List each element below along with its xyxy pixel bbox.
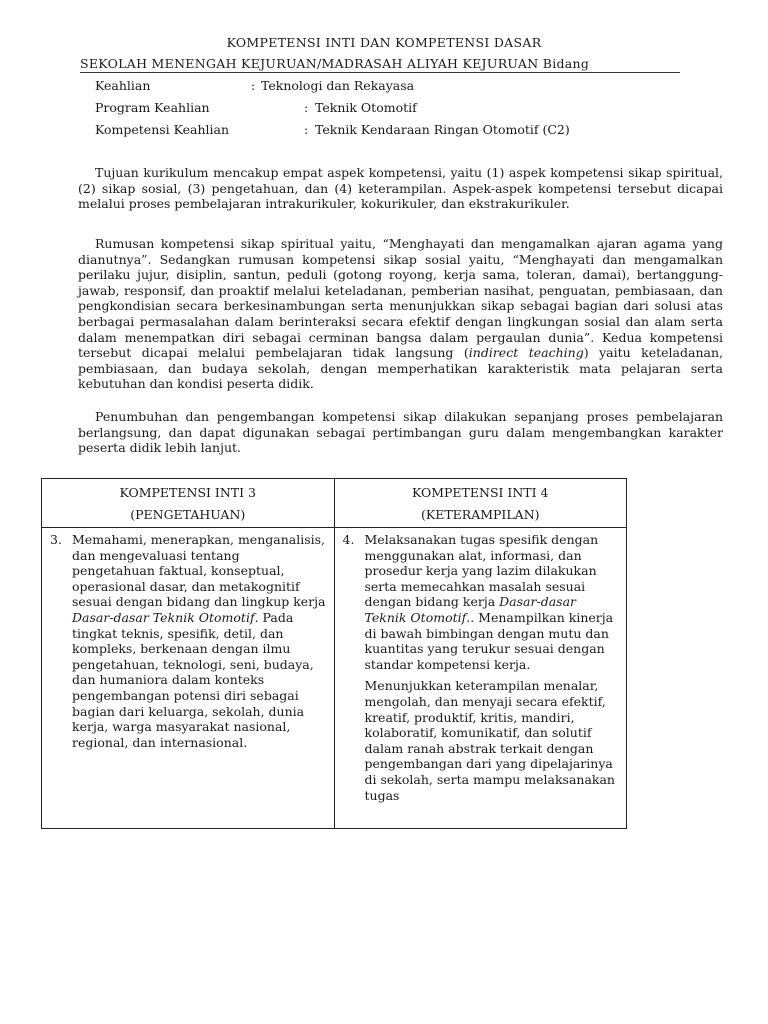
cell-text-part: Memahami, menerapkan, menganalisis, dan mengevaluasi tentang pengetahuan faktual, konseptual, operasional dasar, dan metakognitif sesuai dengan bidang dan lingkup kerja bbox=[72, 532, 326, 610]
cell-text-emphasis: Dasar-dasar Teknik Otomotif bbox=[364, 594, 576, 625]
meta-value: Teknologi dan Rekayasa bbox=[261, 78, 415, 93]
paragraph-penumbuhan: Penumbuhan dan pengembangan kompetensi sikap dilakukan sepanjang proses pembelajaran berlangsung, dan dapat digunakan sebagai pertimbangan guru dalam mengembangkan karakter peserta didik lebih lanjut. bbox=[78, 409, 723, 456]
document-subtitle: SEKOLAH MENENGAH KEJURUAN/MADRASAH ALIYAH KEJURUAN Bidang bbox=[80, 56, 590, 71]
header-subtitle: (KETERAMPILAN) bbox=[420, 507, 540, 522]
cell-text bbox=[365, 532, 619, 672]
kompetensi-inti-table bbox=[41, 478, 627, 829]
item-number: 4. bbox=[342, 532, 355, 547]
cell-text-emphasis: Dasar-dasar Teknik Otomotif bbox=[72, 609, 255, 625]
title-underline bbox=[80, 72, 680, 73]
paragraph-emphasis: indirect teaching bbox=[468, 345, 584, 361]
cell-text-second: Menunjukkan keterampilan menalar, mengolah, dan menyaji secara efektif, kreatif, produktif, kritis, mandiri, kolaboratif, komunikatif, dan solutif dalam ranah abstrak terkait dengan pengembangan dari yang dipelajarinya di sekolah, serta mampu melaksanakan tugas bbox=[364, 678, 615, 803]
header-subtitle: (PENGETAHUAN) bbox=[130, 507, 246, 522]
cell-text-part: . Pada tingkat teknis, spesifik, detil, dan kompleks, berkenaan dengan ilmu pengetahuan, teknologi, seni, budaya, dan humaniora dalam konteks pengembangan potensi diri sebagai bagian dari keluarga, sekolah, dunia kerja, warga masyarakat nasional, regional, dan internasional. bbox=[72, 609, 314, 750]
paragraph-text: Rumusan kompetensi sikap spiritual yaitu, “Menghayati dan mengamalkan ajaran agama yang dianutnya”. Sedangkan rumusan kompetensi sikap sosial yaitu, “Menghayati dan mengamalkan perilaku jujur, disiplin, santun, peduli (gotong royong, kerja sama, toleran, damai), bertanggung-jawab, responsif, dan proaktif melalui keteladanan, pemberian nasihat, penguatan, pembiasaan, dan pengkondisian secara berkesinambungan serta menunjukkan sikap sebagai bagian dari solusi atas berbagai permasalahan dalam berinteraksi secara efektif dengan lingkungan sosial dan alam serta dalam menempatkan diri sebagai cerminan bangsa dalam pergaulan dunia”. Kedua kompetensi tersebut dicapai melalui pembelajaran tidak langsung ( bbox=[78, 236, 723, 361]
meta-value: Teknik Kendaraan Ringan Otomotif (C2) bbox=[315, 122, 570, 137]
cell-text-part: Melaksanakan tugas spesifik dengan menggunakan alat, informasi, dan prosedur kerja yang lazim dilakukan serta memecahkan masalah sesuai dengan bidang kerja bbox=[364, 532, 599, 610]
meta-separator: : bbox=[251, 78, 256, 93]
paragraph-text: ) yaitu keteladanan, pembiasaan, dan budaya sekolah, dengan memperhatikan karakteristik mata pelajaran serta kebutuhan dan kondisi peserta didik. bbox=[78, 345, 723, 392]
meta-label: Kompetensi Keahlian bbox=[95, 122, 230, 137]
item-number: 3. bbox=[50, 532, 62, 547]
table-header-ki3 bbox=[42, 479, 335, 528]
cell-text bbox=[72, 532, 326, 750]
paragraph-rumusan-kompetensi bbox=[78, 236, 723, 392]
document-title: KOMPETENSI INTI DAN KOMPETENSI DASAR bbox=[226, 35, 542, 50]
meta-label: Program Keahlian bbox=[95, 100, 210, 115]
meta-separator: : bbox=[304, 100, 309, 115]
meta-value: Teknik Otomotif bbox=[315, 100, 417, 115]
paragraph-tujuan-kurikulum: Tujuan kurikulum mencakup empat aspek kompetensi, yaitu (1) aspek kompetensi sikap spiritual, (2) sikap sosial, (3) pengetahuan, dan (4) keterampilan. Aspek-aspek kompetensi tersebut dicapai melalui proses pembelajaran intrakurikuler, kokurikuler, dan ekstrakurikuler. bbox=[78, 165, 723, 212]
header-title: KOMPETENSI INTI 3 bbox=[119, 485, 257, 500]
table-header-row bbox=[42, 479, 627, 528]
cell-text-part: .. Menampilkan kinerja di bawah bimbingan dengan mutu dan kuantitas yang terukur sesuai dengan standar kompetensi kerja. bbox=[364, 609, 614, 672]
meta-separator: : bbox=[304, 122, 309, 137]
table-cell-ki3 bbox=[42, 528, 335, 829]
table-header-ki4 bbox=[334, 479, 627, 528]
table-cell-ki4 bbox=[334, 528, 627, 829]
meta-label: Keahlian bbox=[95, 78, 151, 93]
table-row bbox=[42, 528, 627, 829]
header-title: KOMPETENSI INTI 4 bbox=[411, 485, 549, 500]
